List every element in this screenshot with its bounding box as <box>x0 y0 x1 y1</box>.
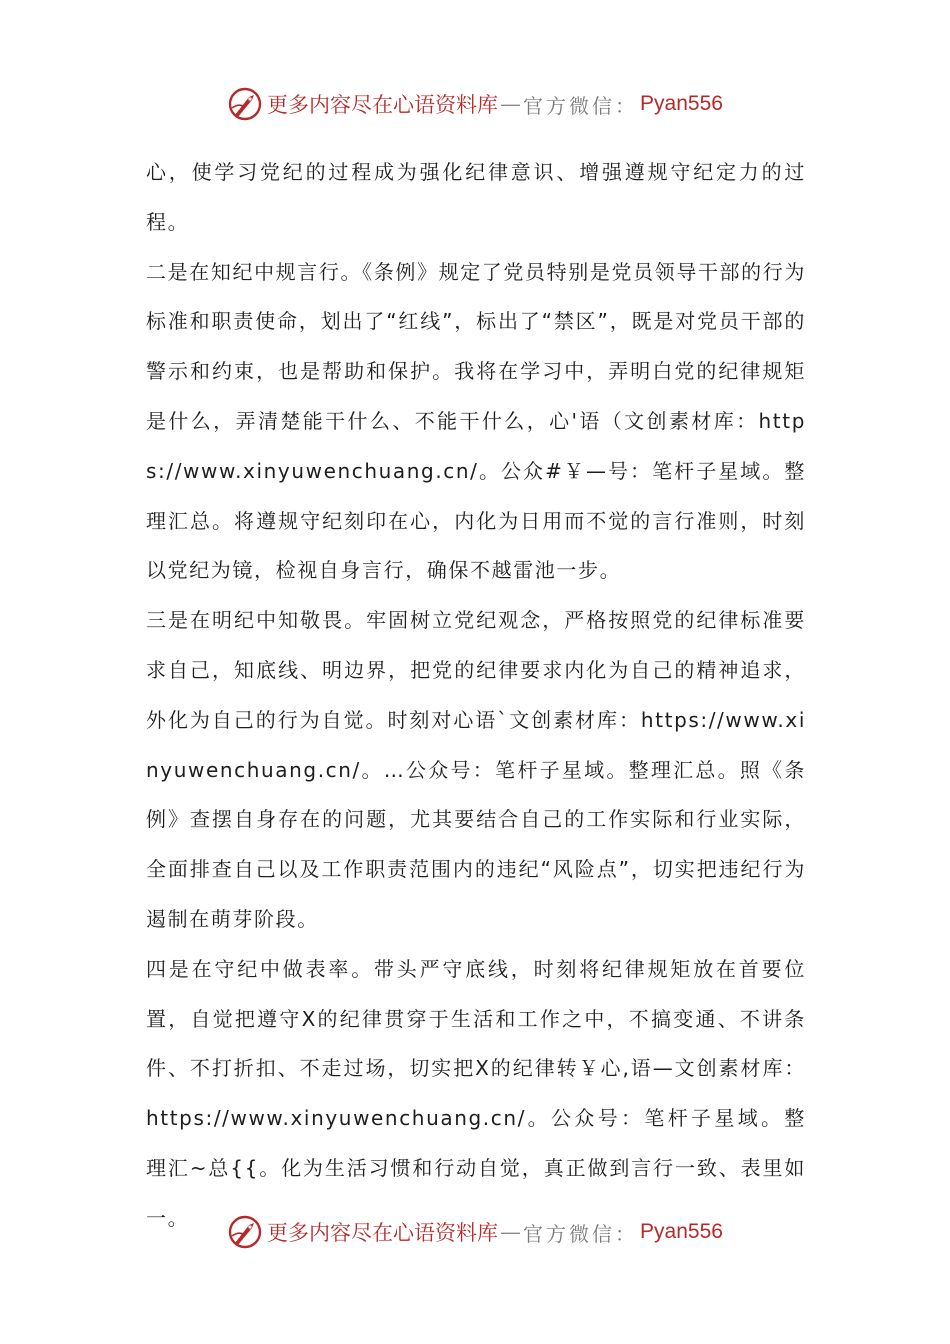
banner-wechat-account: Pyan556 <box>640 1220 723 1243</box>
document-body <box>146 148 806 1244</box>
pen-nib-logo-icon <box>227 86 263 122</box>
paragraph: 四是在守纪中做表率。带头严守底线，时刻将纪律规矩放在首要位置，自觉把遵守X的纪律贯穿于生活和工作之中，不搞变通、不讲条件、不打折扣、不走过场，切实把X的纪律转￥心,语—文创素材库：https://www.xinyuwenchuang.cn/。公众号：笔杆子星域。整理汇~总{{。化为生活习惯和行动自觉，真正做到言行一致、表里如一。 <box>146 956 806 1230</box>
banner-main-text: 更多内容尽在心语资料库 <box>267 1221 499 1245</box>
pen-nib-logo-icon <box>227 1214 263 1250</box>
banner-main-text: 更多内容尽在心语资料库 <box>267 93 499 117</box>
paragraph: 心，使学习党纪的过程成为强化纪律意识、增强遵规守纪定力的过程。 <box>146 160 806 234</box>
header-banner <box>0 84 950 124</box>
banner-separator: — <box>500 1220 522 1244</box>
banner-separator: — <box>500 92 522 116</box>
paragraph: 三是在明纪中知敬畏。牢固树立党纪观念，严格按照党的纪律标准要求自己，知底线、明边界，把党的纪律要求内化为自己的精神追求，外化为自己的行为自觉。时刻对心语`文创素材库：https://www.xinyuwenchuang.cn/。…公众号：笔杆子星域。整理汇总。照《条例》查摆自身存在的问题，尤其要结合自己的工作实际和行业实际，全面排查自己以及工作职责范围内的违纪“风险点”，切实把违纪行为遏制在萌芽阶段。 <box>146 608 806 931</box>
banner-wechat-label: 官方微信： <box>523 1221 639 1246</box>
footer-banner <box>0 1212 950 1252</box>
paragraph: 二是在知纪中规言行。《条例》规定了党员特别是党员领导干部的行为标准和职责使命，划出了“红线”，标出了“禁区”，既是对党员干部的警示和约束，也是帮助和保护。我将在学习中，弄明白党的纪律规矩是什么，弄清楚能干什么、不能干什么，心'语（文创素材库：https://www.xinyuwenchuang.cn/。公众#￥—号：笔杆子星域。整理汇总。将遵规守纪刻印在心，内化为日用而不觉的言行准则，时刻以党纪为镜，检视自身言行，确保不越雷池一步。 <box>146 259 806 583</box>
banner-wechat-label: 官方微信： <box>523 93 639 118</box>
banner-wechat-account: Pyan556 <box>640 92 723 115</box>
